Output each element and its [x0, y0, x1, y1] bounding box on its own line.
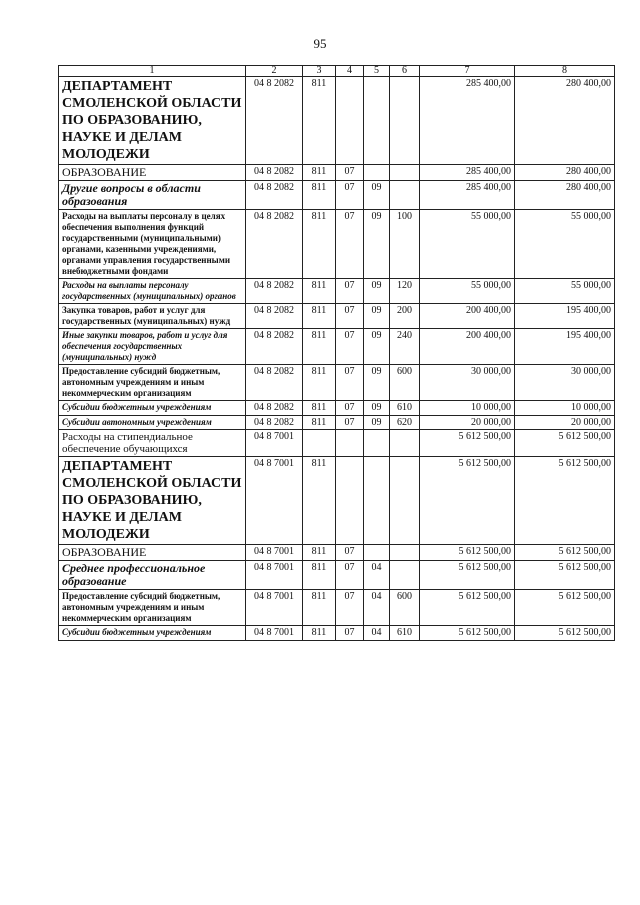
- row-name-cell: Иные закупки товаров, работ и услуг для обеспечения государственных (муниципальных) нужд: [59, 329, 246, 365]
- table-row: [59, 626, 615, 641]
- amount-year1-cell: 200 400,00: [420, 304, 515, 329]
- row-name-cell: Закупка товаров, работ и услуг для государственных (муниципальных) нужд: [59, 304, 246, 329]
- section-code-cell: 07: [336, 626, 364, 641]
- column-header: 6: [390, 66, 420, 77]
- amount-year2-cell: 5 612 500,00: [515, 626, 615, 641]
- table-row: [59, 329, 615, 365]
- column-header: 5: [364, 66, 390, 77]
- target-article-cell: 04 8 7001: [246, 457, 303, 545]
- target-article-cell: 04 8 7001: [246, 561, 303, 590]
- target-article-cell: 04 8 2082: [246, 329, 303, 365]
- amount-year2-cell: 10 000,00: [515, 401, 615, 416]
- amount-year1-cell: 55 000,00: [420, 279, 515, 304]
- table-row: [59, 401, 615, 416]
- ministry-code-cell: 811: [303, 365, 336, 401]
- target-article-cell: 04 8 2082: [246, 279, 303, 304]
- amount-year2-cell: 195 400,00: [515, 329, 615, 365]
- row-name-cell: Субсидии бюджетным учреждениям: [59, 401, 246, 416]
- target-article-cell: 04 8 7001: [246, 430, 303, 457]
- target-article-cell: 04 8 2082: [246, 181, 303, 210]
- amount-year1-cell: 30 000,00: [420, 365, 515, 401]
- ministry-code-cell: 811: [303, 210, 336, 279]
- ministry-code-cell: 811: [303, 304, 336, 329]
- amount-year2-cell: 55 000,00: [515, 210, 615, 279]
- amount-year2-cell: 280 400,00: [515, 77, 615, 165]
- column-header: 8: [515, 66, 615, 77]
- ministry-code-cell: 811: [303, 279, 336, 304]
- expense-type-cell: 600: [390, 590, 420, 626]
- ministry-code-cell: 811: [303, 181, 336, 210]
- ministry-code-cell: 811: [303, 545, 336, 561]
- amount-year1-cell: 20 000,00: [420, 415, 515, 430]
- table-row: [59, 430, 615, 457]
- row-name-cell: Предоставление субсидий бюджетным, автономным учреждениям и иным некоммерческим организациям: [59, 365, 246, 401]
- target-article-cell: 04 8 7001: [246, 590, 303, 626]
- expense-type-cell: [390, 77, 420, 165]
- amount-year1-cell: 200 400,00: [420, 329, 515, 365]
- amount-year2-cell: 5 612 500,00: [515, 561, 615, 590]
- target-article-cell: 04 8 2082: [246, 165, 303, 181]
- table-row: [59, 457, 615, 545]
- section-code-cell: 07: [336, 590, 364, 626]
- section-code-cell: 07: [336, 165, 364, 181]
- section-code-cell: 07: [336, 210, 364, 279]
- amount-year1-cell: 5 612 500,00: [420, 457, 515, 545]
- amount-year1-cell: 55 000,00: [420, 210, 515, 279]
- column-header: 2: [246, 66, 303, 77]
- section-code-cell: 07: [336, 545, 364, 561]
- expense-type-cell: [390, 545, 420, 561]
- section-code-cell: [336, 430, 364, 457]
- ministry-code-cell: 811: [303, 590, 336, 626]
- ministry-code-cell: 811: [303, 329, 336, 365]
- ministry-code-cell: 811: [303, 457, 336, 545]
- section-code-cell: 07: [336, 401, 364, 416]
- target-article-cell: 04 8 2082: [246, 304, 303, 329]
- expense-type-cell: 600: [390, 365, 420, 401]
- ministry-code-cell: 811: [303, 626, 336, 641]
- subsection-code-cell: 09: [364, 279, 390, 304]
- subsection-code-cell: 04: [364, 561, 390, 590]
- amount-year1-cell: 5 612 500,00: [420, 590, 515, 626]
- target-article-cell: 04 8 7001: [246, 626, 303, 641]
- amount-year2-cell: 280 400,00: [515, 165, 615, 181]
- table-row: [59, 415, 615, 430]
- amount-year1-cell: 5 612 500,00: [420, 561, 515, 590]
- table-row: [59, 304, 615, 329]
- amount-year1-cell: 5 612 500,00: [420, 430, 515, 457]
- target-article-cell: 04 8 7001: [246, 545, 303, 561]
- expense-type-cell: [390, 165, 420, 181]
- table-row: [59, 365, 615, 401]
- column-header: 3: [303, 66, 336, 77]
- ministry-code-cell: 811: [303, 77, 336, 165]
- column-header: 1: [59, 66, 246, 77]
- subsection-code-cell: 04: [364, 626, 390, 641]
- expense-type-cell: 200: [390, 304, 420, 329]
- amount-year1-cell: 285 400,00: [420, 181, 515, 210]
- amount-year2-cell: 5 612 500,00: [515, 430, 615, 457]
- amount-year1-cell: 5 612 500,00: [420, 545, 515, 561]
- row-name-cell: ОБРАЗОВАНИЕ: [59, 165, 246, 181]
- subsection-code-cell: [364, 165, 390, 181]
- amount-year2-cell: 5 612 500,00: [515, 457, 615, 545]
- budget-table: [58, 65, 615, 641]
- header-row: [59, 66, 615, 77]
- subsection-code-cell: 09: [364, 401, 390, 416]
- table-row: [59, 181, 615, 210]
- row-name-cell: Другие вопросы в области образования: [59, 181, 246, 210]
- table-body: [59, 77, 615, 641]
- row-name-cell: ДЕПАРТАМЕНТ СМОЛЕНСКОЙ ОБЛАСТИ ПО ОБРАЗОВАНИЮ, НАУКЕ И ДЕЛАМ МОЛОДЕЖИ: [59, 457, 246, 545]
- section-code-cell: 07: [336, 181, 364, 210]
- amount-year2-cell: 280 400,00: [515, 181, 615, 210]
- section-code-cell: [336, 77, 364, 165]
- target-article-cell: 04 8 2082: [246, 77, 303, 165]
- subsection-code-cell: [364, 457, 390, 545]
- section-code-cell: 07: [336, 279, 364, 304]
- subsection-code-cell: [364, 430, 390, 457]
- expense-type-cell: 620: [390, 415, 420, 430]
- target-article-cell: 04 8 2082: [246, 401, 303, 416]
- row-name-cell: Субсидии автономным учреждениям: [59, 415, 246, 430]
- subsection-code-cell: 09: [364, 365, 390, 401]
- ministry-code-cell: 811: [303, 165, 336, 181]
- expense-type-cell: [390, 561, 420, 590]
- row-name-cell: Субсидии бюджетным учреждениям: [59, 626, 246, 641]
- expense-type-cell: 100: [390, 210, 420, 279]
- amount-year1-cell: 285 400,00: [420, 77, 515, 165]
- expense-type-cell: 610: [390, 626, 420, 641]
- row-name-cell: Предоставление субсидий бюджетным, автономным учреждениям и иным некоммерческим организациям: [59, 590, 246, 626]
- target-article-cell: 04 8 2082: [246, 415, 303, 430]
- amount-year2-cell: 5 612 500,00: [515, 545, 615, 561]
- column-header: 4: [336, 66, 364, 77]
- amount-year2-cell: 195 400,00: [515, 304, 615, 329]
- row-name-cell: Расходы на выплаты персоналу государственных (муниципальных) органов: [59, 279, 246, 304]
- section-code-cell: 07: [336, 365, 364, 401]
- target-article-cell: 04 8 2082: [246, 365, 303, 401]
- subsection-code-cell: 09: [364, 210, 390, 279]
- ministry-code-cell: 811: [303, 415, 336, 430]
- expense-type-cell: 240: [390, 329, 420, 365]
- subsection-code-cell: 09: [364, 329, 390, 365]
- section-code-cell: 07: [336, 329, 364, 365]
- subsection-code-cell: 09: [364, 304, 390, 329]
- table-row: [59, 545, 615, 561]
- row-name-cell: Расходы на выплаты персоналу в целях обеспечения выполнения функций государственными (муниципальными) органами, казенными учреждениями, органами управления государственными внебюджетными фондами: [59, 210, 246, 279]
- target-article-cell: 04 8 2082: [246, 210, 303, 279]
- amount-year2-cell: 55 000,00: [515, 279, 615, 304]
- section-code-cell: [336, 457, 364, 545]
- column-header: 7: [420, 66, 515, 77]
- amount-year1-cell: 5 612 500,00: [420, 626, 515, 641]
- amount-year2-cell: 20 000,00: [515, 415, 615, 430]
- subsection-code-cell: 09: [364, 181, 390, 210]
- table-row: [59, 590, 615, 626]
- row-name-cell: Среднее профессиональное образование: [59, 561, 246, 590]
- ministry-code-cell: 811: [303, 401, 336, 416]
- section-code-cell: 07: [336, 415, 364, 430]
- amount-year2-cell: 30 000,00: [515, 365, 615, 401]
- table-row: [59, 561, 615, 590]
- subsection-code-cell: [364, 545, 390, 561]
- amount-year2-cell: 5 612 500,00: [515, 590, 615, 626]
- subsection-code-cell: 04: [364, 590, 390, 626]
- page-number: 95: [313, 36, 327, 51]
- expense-type-cell: [390, 457, 420, 545]
- expense-type-cell: 610: [390, 401, 420, 416]
- subsection-code-cell: [364, 77, 390, 165]
- ministry-code-cell: 811: [303, 561, 336, 590]
- row-name-cell: Расходы на стипендиальное обеспечение обучающихся: [59, 430, 246, 457]
- amount-year1-cell: 10 000,00: [420, 401, 515, 416]
- section-code-cell: 07: [336, 561, 364, 590]
- row-name-cell: ДЕПАРТАМЕНТ СМОЛЕНСКОЙ ОБЛАСТИ ПО ОБРАЗОВАНИЮ, НАУКЕ И ДЕЛАМ МОЛОДЕЖИ: [59, 77, 246, 165]
- row-name-cell: ОБРАЗОВАНИЕ: [59, 545, 246, 561]
- ministry-code-cell: [303, 430, 336, 457]
- expense-type-cell: 120: [390, 279, 420, 304]
- section-code-cell: 07: [336, 304, 364, 329]
- expense-type-cell: [390, 181, 420, 210]
- expense-type-cell: [390, 430, 420, 457]
- table-row: [59, 165, 615, 181]
- table-row: [59, 77, 615, 165]
- table-row: [59, 279, 615, 304]
- subsection-code-cell: 09: [364, 415, 390, 430]
- amount-year1-cell: 285 400,00: [420, 165, 515, 181]
- table-row: [59, 210, 615, 279]
